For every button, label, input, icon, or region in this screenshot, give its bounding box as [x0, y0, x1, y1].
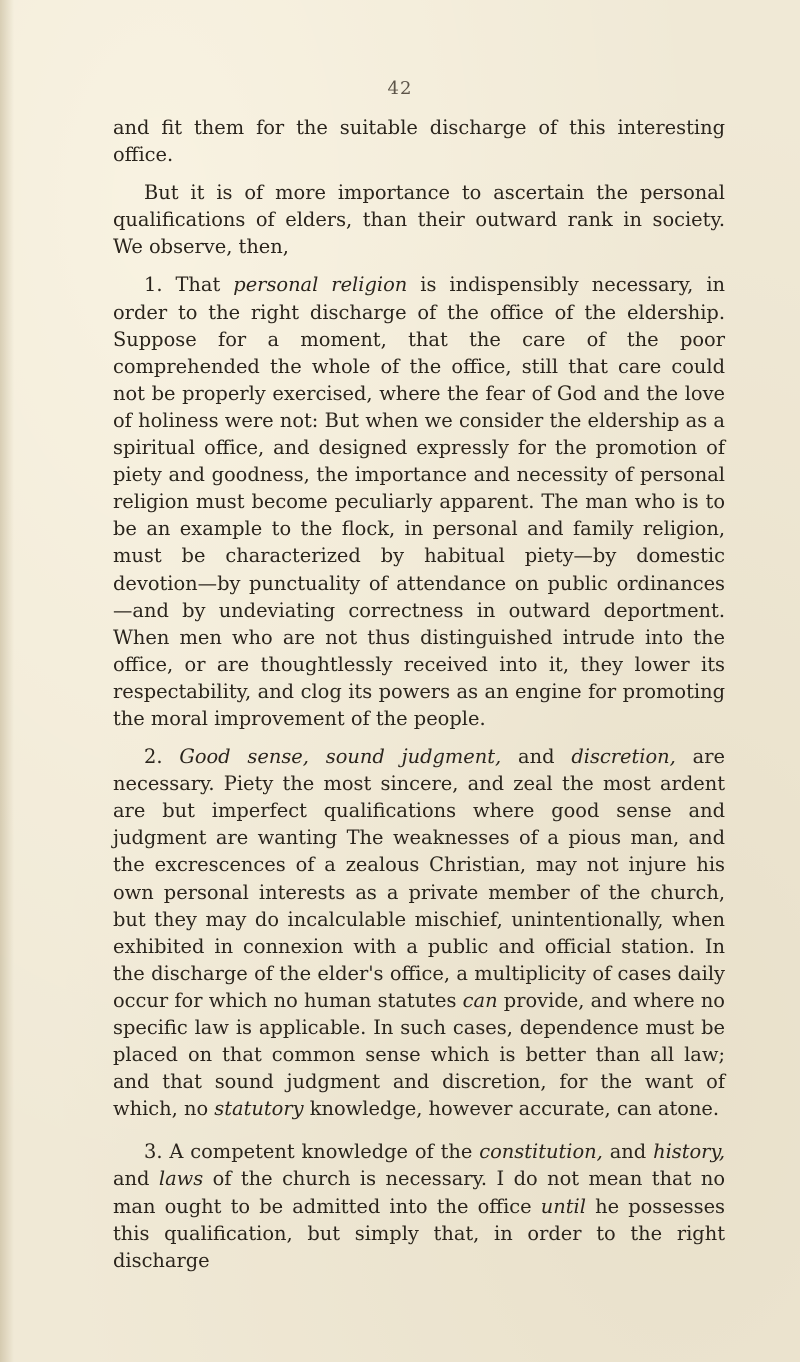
paragraph-continuation	[113, 114, 725, 168]
italic-phrase: discretion,	[571, 745, 676, 769]
italic-phrase: laws	[158, 1167, 204, 1191]
text-run: are necessary. Piety the most sincere, and zeal the most ardent are but imperfect qualifications where good sense and judgment are wanting The weaknesses of a pious man, and the excrescences of a zealous Christian, may not injure his own personal interests as a private member of the church, but they may do incalculable mischief, unintentionally, when exhibited in connexion with a public and official station. In the discharge of the elder's office, a multiplicity of cases daily occur for which no human statutes	[113, 745, 725, 1012]
text-run: 1. That	[144, 273, 234, 297]
text-run: is indispensibly necessary, in order to the right discharge of the office of the eldership. Suppose for a moment, that the care of the poor comprehended the whole of the office, still that care could not be properly exercised, where the fear of God and the love of holiness were not: But when we consider the eldership as a spiritual office, and designed expressly for the promotion of piety and goodness, the importance and necessity of personal religion must become peculiarly apparent. The man who is to be an example to the flock, in personal and family religion, must be characterized by habitual piety—by domestic devotion—by punctuality of attendance on public ordinances—and by undeviating correctness in outward deportment. When men who are not thus distinguished intrude into the office, or are thoughtlessly received into it, they lower its respectability, and clog its powers as an engine for promoting the moral improvement of the people.	[113, 273, 726, 730]
text-run: and	[501, 745, 572, 769]
italic-phrase: until	[540, 1194, 586, 1218]
paragraph-personal-religion	[113, 271, 725, 732]
italic-phrase: history,	[653, 1140, 725, 1164]
paragraph-good-sense	[113, 743, 725, 1122]
paragraph-qualifications-intro	[113, 179, 725, 260]
page-number: 42	[387, 78, 413, 99]
text-run: provide, and where no specific law is applicable. In such cases, dependence must be placed on that common sense which is better than all law; and that sound judgment and discretion, for the want of which, no	[113, 988, 725, 1121]
page-edge	[0, 0, 14, 1362]
text-run: he possesses this qualification, but simply that, in order to the right discharge	[113, 1194, 726, 1272]
italic-phrase: statutory	[214, 1097, 304, 1121]
text-run: knowledge, however accurate, can atone.	[303, 1097, 720, 1121]
text-run: But it is of more importance to ascertain the personal qualifications of elders, than their outward rank in society. We observe, then,	[113, 181, 725, 259]
text-run: 2.	[144, 745, 180, 769]
text-run: and	[113, 1167, 159, 1191]
text-run: and	[602, 1140, 654, 1164]
text-run: of the church is necessary. I do not mean that no man ought to be admitted into the office	[113, 1167, 725, 1218]
italic-phrase: personal religion	[233, 273, 408, 297]
italic-phrase: constitution,	[479, 1140, 603, 1164]
paragraph-competent-knowledge	[113, 1138, 725, 1273]
text-run: 3. A competent knowledge of the	[144, 1140, 480, 1164]
italic-phrase: Good sense, sound judgment,	[179, 745, 502, 769]
italic-phrase: can	[462, 988, 498, 1012]
text-block	[113, 114, 725, 1274]
text-run: and fit them for the suitable discharge of this interesting office.	[113, 116, 725, 167]
